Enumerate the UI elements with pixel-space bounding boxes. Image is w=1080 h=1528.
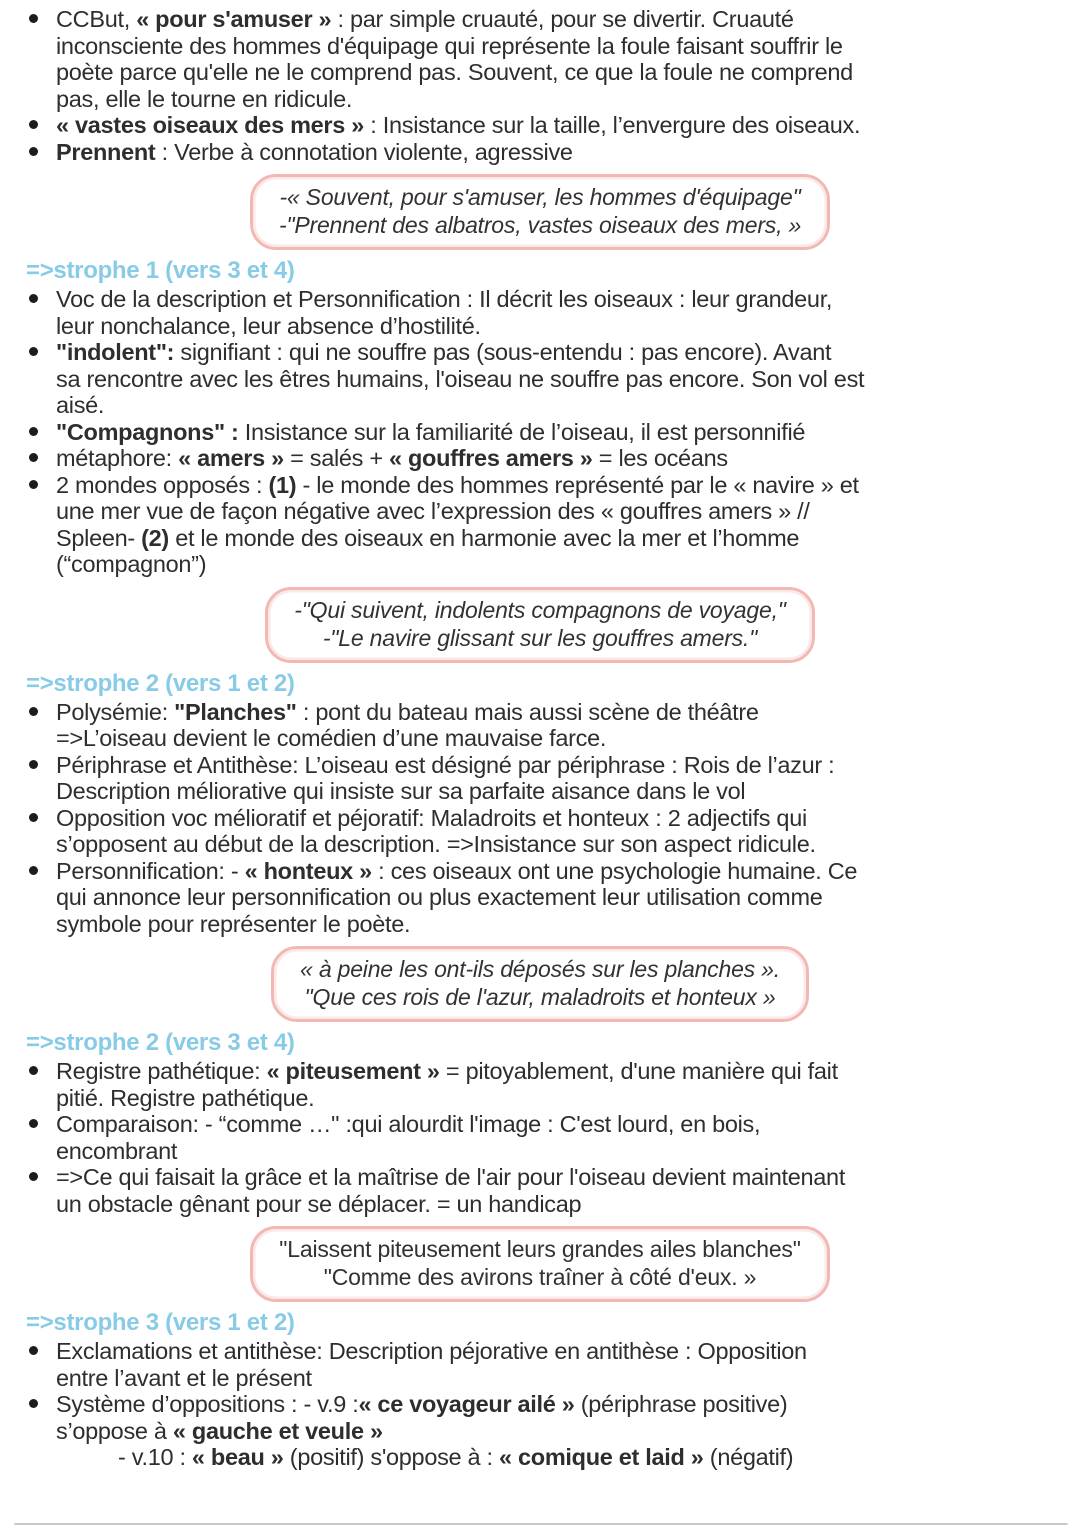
text: Comparaison: - “comme …" :qui alourdit l'image : C'est lourd, en bois, bbox=[56, 1111, 761, 1137]
text: Polysémie: bbox=[56, 698, 175, 725]
text: Registre pathétique: bbox=[56, 1058, 267, 1084]
text: Spleen- bbox=[56, 524, 142, 551]
quote-wrap bbox=[0, 1226, 1080, 1302]
quote-line: -"Prennent des albatros, vastes oiseaux des mers, » bbox=[278, 212, 802, 238]
bullet-dot bbox=[29, 813, 38, 822]
bullet-dot bbox=[29, 120, 38, 129]
bold-text: « comique et laid » bbox=[499, 1444, 704, 1470]
bullet-list bbox=[0, 699, 1080, 938]
quote-line: "Comme des avirons traîner à côté d'eux. » bbox=[323, 1264, 757, 1290]
text: métaphore: bbox=[56, 445, 179, 471]
list-item bbox=[0, 286, 1080, 339]
text: : ces oiseaux ont une psychologie humaine. Ce bbox=[371, 857, 858, 884]
text: (“compagnon”) bbox=[56, 551, 207, 577]
text: Système d’oppositions : - v.9 : bbox=[56, 1391, 359, 1417]
text-line bbox=[56, 699, 1064, 726]
text-line bbox=[56, 858, 1064, 885]
text: poète parce qu'elle ne le comprend pas. Souvent, ce que la foule ne comprend bbox=[56, 59, 853, 85]
text-line bbox=[56, 392, 1064, 419]
text-line bbox=[56, 752, 1064, 779]
bottom-divider bbox=[14, 1523, 1068, 1525]
text-line bbox=[56, 911, 1064, 938]
text-line bbox=[56, 1338, 1064, 1365]
bold-text: "Planches" bbox=[174, 698, 297, 725]
bullet-dot bbox=[29, 866, 38, 875]
text: - v.10 : bbox=[118, 1444, 192, 1470]
text-line bbox=[56, 1391, 1064, 1418]
bullet-list bbox=[0, 286, 1080, 578]
text: =>Ce qui faisait la grâce et la maîtrise de l'air pour l'oiseau devient maintenant bbox=[56, 1164, 846, 1190]
list-item bbox=[0, 1338, 1080, 1391]
bold-text: « ce voyageur ailé » bbox=[358, 1391, 575, 1417]
text: inconsciente des hommes d'équipage qui représente la foule faisant souffrir le bbox=[56, 32, 843, 59]
quote-box bbox=[250, 1226, 829, 1302]
text-line bbox=[56, 472, 1064, 499]
list-item bbox=[0, 752, 1080, 805]
quote-line: "Laissent piteusement leurs grandes ailes blanches" bbox=[279, 1236, 801, 1262]
bullet-list bbox=[0, 1338, 1080, 1471]
text-line bbox=[56, 551, 1064, 578]
bullet-dot bbox=[29, 1066, 38, 1075]
list-item bbox=[0, 1444, 1080, 1471]
text: : Insistance sur la taille, l’envergure des oiseaux. bbox=[364, 112, 861, 138]
text: qui annonce leur personnification ou plus exactement leur utilisation comme bbox=[56, 884, 823, 910]
bullet-dot bbox=[29, 1172, 38, 1181]
bullet-dot bbox=[29, 347, 38, 356]
text-line bbox=[56, 1365, 1064, 1392]
text: : pont du bateau mais aussi scène de théâtre bbox=[296, 698, 759, 725]
text: entre l’avant et le présent bbox=[56, 1364, 312, 1391]
bold-text: Prennent bbox=[56, 138, 156, 165]
text: et le monde des oiseaux en harmonie avec la mer et l’homme bbox=[168, 524, 800, 551]
list-item bbox=[0, 805, 1080, 858]
bullet-dot bbox=[29, 14, 38, 23]
list-item bbox=[0, 6, 1080, 112]
text-line bbox=[56, 1058, 1064, 1085]
text: un obstacle gênant pour se déplacer. = un handicap bbox=[56, 1190, 582, 1217]
text: - le monde des hommes représenté par le « navire » et bbox=[296, 471, 859, 498]
text: CCBut, bbox=[56, 6, 137, 32]
quote-line: -"Le navire glissant sur les gouffres amers." bbox=[322, 624, 758, 651]
text-line bbox=[56, 33, 1064, 60]
list-item bbox=[0, 139, 1080, 166]
bold-text: « honteux » bbox=[244, 857, 372, 884]
text-line bbox=[56, 112, 1064, 139]
quote-line: « à peine les ont-ils déposés sur les planches ». bbox=[300, 956, 780, 982]
list-item bbox=[0, 339, 1080, 419]
quote-wrap bbox=[0, 587, 1080, 663]
text: = salés + bbox=[283, 445, 389, 471]
text-line bbox=[56, 445, 1064, 472]
quote-line: "Que ces rois de l'azur, maladroits et honteux » bbox=[304, 984, 776, 1010]
bold-text: "indolent": bbox=[56, 339, 175, 365]
text-line bbox=[56, 419, 1064, 446]
text: leur nonchalance, leur absence d’hostilité. bbox=[56, 312, 481, 339]
bullet-dot bbox=[29, 707, 38, 716]
bullet-dot bbox=[29, 453, 38, 462]
text-line bbox=[56, 1191, 1064, 1218]
text-line bbox=[56, 59, 1064, 86]
bullet-dot bbox=[29, 1346, 38, 1355]
quote-box bbox=[265, 587, 815, 663]
bold-text: « vastes oiseaux des mers » bbox=[56, 112, 365, 138]
text-line bbox=[56, 339, 1064, 366]
strophe-heading: =>strophe 2 (vers 1 et 2) bbox=[26, 669, 295, 697]
text: Personnification: - bbox=[56, 857, 245, 884]
text-line bbox=[56, 86, 1064, 113]
text-line bbox=[56, 831, 1064, 858]
bold-text: (1) bbox=[268, 471, 297, 498]
text-line bbox=[56, 805, 1064, 832]
strophe-heading: =>strophe 2 (vers 3 et 4) bbox=[26, 1029, 295, 1056]
text-line bbox=[56, 884, 1064, 911]
list-item bbox=[0, 112, 1080, 139]
text-line bbox=[56, 366, 1064, 393]
bold-text: « gouffres amers » bbox=[388, 445, 593, 471]
bold-text: « amers » bbox=[178, 445, 284, 471]
bold-text: « beau » bbox=[191, 1444, 284, 1470]
text-line bbox=[56, 1164, 1064, 1191]
quote-wrap bbox=[0, 946, 1080, 1022]
list-item bbox=[0, 858, 1080, 938]
bullet-dot bbox=[29, 147, 38, 156]
quote-box bbox=[250, 174, 830, 250]
text: Insistance sur la familiarité de l’oiseau, il est personnifié bbox=[238, 418, 806, 445]
text: = les océans bbox=[592, 445, 728, 471]
text: signifiant : qui ne souffre pas (sous-entendu : pas encore). Avant bbox=[174, 339, 832, 365]
text: pitié. Registre pathétique. bbox=[56, 1084, 315, 1111]
list-item bbox=[0, 419, 1080, 446]
text-line bbox=[56, 139, 1064, 166]
bullet-list bbox=[0, 6, 1080, 165]
text: 2 mondes opposés : bbox=[56, 471, 269, 498]
list-item bbox=[0, 445, 1080, 472]
quote-line: -« Souvent, pour s'amuser, les hommes d'équipage" bbox=[279, 184, 801, 210]
text: Périphrase et Antithèse: L’oiseau est désigné par périphrase : Rois de l’azur : bbox=[56, 751, 835, 778]
text: : par simple cruauté, pour se divertir. Cruauté bbox=[331, 6, 794, 32]
text: (périphrase positive) bbox=[574, 1391, 788, 1417]
bold-text: "Compagnons" : bbox=[56, 418, 239, 445]
bullet-dot bbox=[29, 294, 38, 303]
quote-wrap bbox=[0, 174, 1080, 250]
bullet-dot bbox=[29, 1399, 38, 1408]
text: =>L’oiseau devient le comédien d’une mauvaise farce. bbox=[56, 725, 607, 751]
bullet-dot bbox=[29, 427, 38, 436]
text: s’opposent au début de la description. =>Insistance sur son aspect ridicule. bbox=[56, 831, 816, 857]
text-line bbox=[56, 1085, 1064, 1112]
text: une mer vue de façon négative avec l’expression des « gouffres amers » // bbox=[56, 498, 810, 524]
bullet-dot bbox=[29, 480, 38, 489]
list-item bbox=[0, 1391, 1080, 1444]
bold-text: « pour s'amuser » bbox=[136, 6, 332, 32]
bullet-list bbox=[0, 1058, 1080, 1217]
text-line bbox=[118, 1444, 1064, 1471]
bold-text: (2) bbox=[141, 524, 169, 551]
text: (négatif) bbox=[703, 1444, 794, 1470]
text: encombrant bbox=[56, 1137, 178, 1164]
text-line bbox=[56, 6, 1064, 33]
text: Opposition voc mélioratif et péjoratif: Maladroits et honteux : 2 adjectifs qui bbox=[56, 804, 807, 831]
text: Description méliorative qui insiste sur sa parfaite aisance dans le vol bbox=[56, 778, 746, 804]
bullet-dot bbox=[29, 760, 38, 769]
list-item bbox=[0, 699, 1080, 752]
list-item bbox=[0, 1058, 1080, 1111]
text: symbole pour représenter le poète. bbox=[56, 910, 411, 937]
list-item bbox=[0, 472, 1080, 578]
strophe-heading: =>strophe 3 (vers 1 et 2) bbox=[26, 1309, 295, 1336]
bullet-dot bbox=[29, 1119, 38, 1128]
text-line bbox=[56, 725, 1064, 752]
quote-line: -"Qui suivent, indolents compagnons de voyage," bbox=[294, 596, 786, 623]
list-item bbox=[0, 1164, 1080, 1217]
text-line bbox=[56, 313, 1064, 340]
text-line bbox=[56, 286, 1064, 313]
strophe-heading: =>strophe 1 (vers 3 et 4) bbox=[26, 257, 295, 284]
bold-text: « gauche et veule » bbox=[172, 1417, 383, 1444]
text-line bbox=[56, 525, 1064, 552]
bold-text: « piteusement » bbox=[266, 1058, 440, 1084]
text: s’oppose à bbox=[56, 1417, 173, 1444]
text-line bbox=[56, 1138, 1064, 1165]
text: aisé. bbox=[56, 392, 105, 418]
text: Exclamations et antithèse: Description péjorative en antithèse : Opposition bbox=[56, 1338, 807, 1364]
text: : Verbe à connotation violente, agressive bbox=[155, 138, 573, 165]
text-line bbox=[56, 778, 1064, 805]
text: Voc de la description et Personnification : Il décrit les oiseaux : leur grandeur, bbox=[56, 286, 833, 312]
quote-box bbox=[271, 946, 809, 1022]
text-line bbox=[56, 1418, 1064, 1445]
text: = pitoyablement, d'une manière qui fait bbox=[439, 1058, 838, 1084]
list-item bbox=[0, 1111, 1080, 1164]
text: (positif) s'oppose à : bbox=[283, 1444, 499, 1470]
text: pas, elle le tourne en ridicule. bbox=[56, 85, 353, 112]
text-line bbox=[56, 1111, 1064, 1138]
text-line bbox=[56, 498, 1064, 525]
text: sa rencontre avec les êtres humains, l'oiseau ne souffre pas encore. Son vol est bbox=[56, 365, 865, 392]
